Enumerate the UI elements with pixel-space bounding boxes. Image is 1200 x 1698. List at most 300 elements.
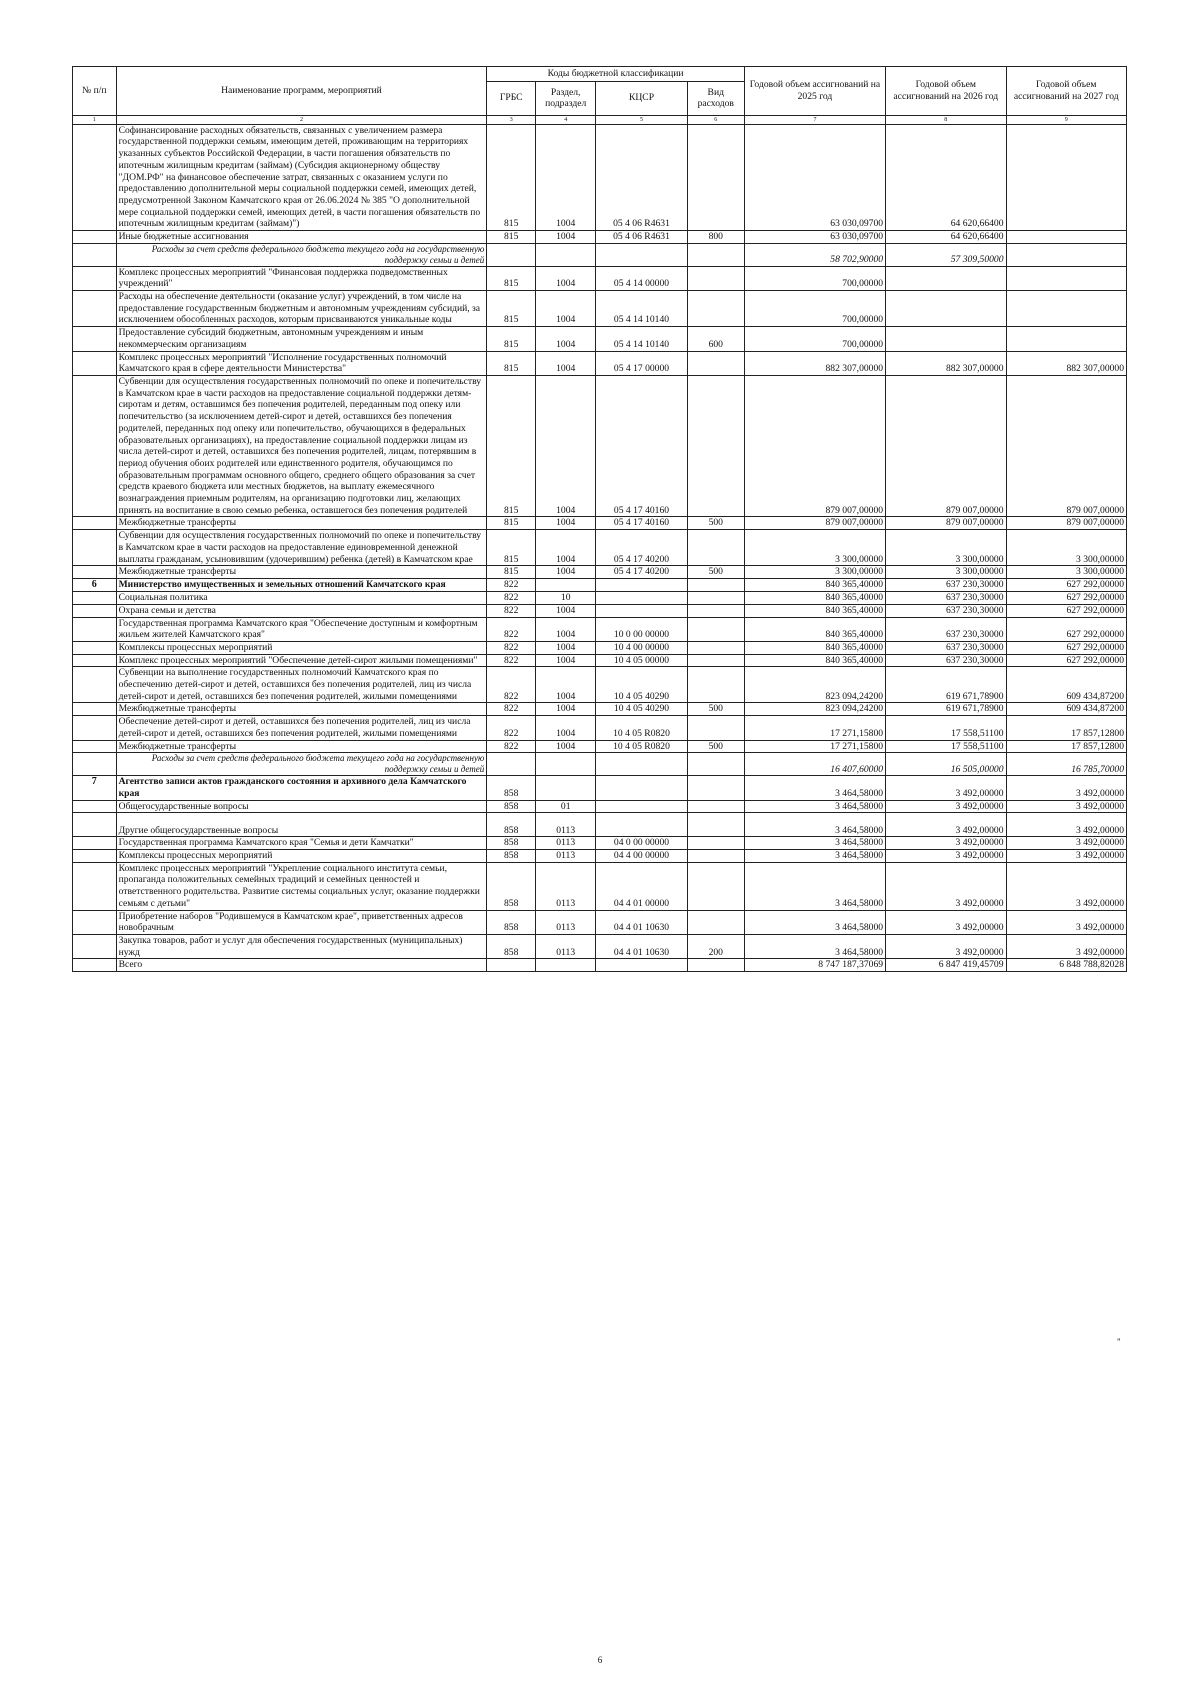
vid-cell: [687, 604, 744, 617]
kcsr-cell: [596, 813, 687, 837]
amount-2027-cell: 16 785,70000: [1006, 753, 1127, 776]
header-2026: Годовой объем ассигнований на 2026 год: [886, 67, 1006, 116]
amount-2025-cell: 823 094,24200: [744, 667, 885, 703]
grbs-cell: 815: [487, 231, 536, 244]
kcsr-cell: 04 4 00 00000: [596, 850, 687, 863]
vid-cell: 200: [687, 934, 744, 958]
table-row: [73, 617, 1127, 641]
row-number-cell: [73, 800, 117, 813]
amount-2026-cell: 637 230,30000: [886, 641, 1006, 654]
amount-2026-cell: 637 230,30000: [886, 578, 1006, 591]
table-row: [73, 578, 1127, 591]
amount-2025-cell: 840 365,40000: [744, 641, 885, 654]
amount-2027-cell: 3 492,00000: [1006, 800, 1127, 813]
vid-cell: [687, 959, 744, 972]
row-number-cell: [73, 617, 117, 641]
razdel-cell: [536, 243, 596, 266]
row-number-cell: [73, 530, 117, 566]
vid-cell: [687, 291, 744, 327]
amount-2027-cell: 3 492,00000: [1006, 813, 1127, 837]
amount-2025-cell: 3 300,00000: [744, 530, 885, 566]
amount-2027-cell: 609 434,87200: [1006, 667, 1127, 703]
table-row: [73, 776, 1127, 800]
vid-cell: [687, 578, 744, 591]
vid-cell: [687, 654, 744, 667]
kcsr-cell: 04 0 00 00000: [596, 837, 687, 850]
row-name-cell: Приобретение наборов "Родившемуся в Камчатском крае", приветственных адресов новобрачным: [116, 910, 487, 934]
kcsr-cell: 10 0 00 00000: [596, 617, 687, 641]
kcsr-cell: 05 4 17 40160: [596, 517, 687, 530]
amount-2025-cell: 8 747 187,37069: [744, 959, 885, 972]
grbs-cell: 822: [487, 667, 536, 703]
grbs-cell: 858: [487, 776, 536, 800]
table-row: [73, 837, 1127, 850]
column-number: 7: [744, 115, 885, 124]
kcsr-cell: [596, 604, 687, 617]
row-number-cell: [73, 291, 117, 327]
grbs-cell: 858: [487, 800, 536, 813]
kcsr-cell: [596, 592, 687, 605]
amount-2026-cell: 3 492,00000: [886, 910, 1006, 934]
row-number-cell: [73, 813, 117, 837]
kcsr-cell: 10 4 05 40290: [596, 667, 687, 703]
table-row: [73, 291, 1127, 327]
amount-2025-cell: 840 365,40000: [744, 604, 885, 617]
grbs-cell: [487, 959, 536, 972]
grbs-cell: 822: [487, 617, 536, 641]
row-number-cell: [73, 837, 117, 850]
vid-cell: [687, 837, 744, 850]
razdel-cell: 0113: [536, 837, 596, 850]
row-name-cell: Комплекс процессных мероприятий "Обеспечение детей-сирот жилыми помещениями": [116, 654, 487, 667]
column-number: 5: [596, 115, 687, 124]
razdel-cell: 1004: [536, 740, 596, 753]
table-row: [73, 266, 1127, 290]
razdel-cell: 0113: [536, 910, 596, 934]
amount-2026-cell: 3 492,00000: [886, 862, 1006, 910]
amount-2026-cell: 3 492,00000: [886, 813, 1006, 837]
amount-2026-cell: 619 671,78900: [886, 703, 1006, 716]
vid-cell: 500: [687, 703, 744, 716]
header-vid: Вид расходов: [687, 81, 744, 115]
amount-2025-cell: 840 365,40000: [744, 592, 885, 605]
row-number-cell: [73, 517, 117, 530]
amount-2025-cell: 840 365,40000: [744, 617, 885, 641]
amount-2025-cell: 823 094,24200: [744, 703, 885, 716]
razdel-cell: 1004: [536, 654, 596, 667]
table-row: [73, 604, 1127, 617]
vid-cell: [687, 776, 744, 800]
table-row: [73, 667, 1127, 703]
kcsr-cell: 10 4 00 00000: [596, 641, 687, 654]
row-name-cell: Агентство записи актов гражданского состояния и архивного дела Камчатского края: [116, 776, 487, 800]
kcsr-cell: 05 4 14 10140: [596, 327, 687, 351]
vid-cell: [687, 617, 744, 641]
header-number: № п/п: [73, 67, 117, 116]
kcsr-cell: 05 4 06 R4631: [596, 124, 687, 230]
amount-2026-cell: 16 505,00000: [886, 753, 1006, 776]
column-number: 8: [886, 115, 1006, 124]
razdel-cell: 1004: [536, 124, 596, 230]
amount-2027-cell: [1006, 231, 1127, 244]
table-row: [73, 716, 1127, 740]
row-number-cell: [73, 327, 117, 351]
row-name-cell: Комплекс процессных мероприятий "Укрепление социального института семьи, пропаганда положительных семейных традиций и семейных ценностей и ответственного родительства. Развитие системы социальных услуг, оказание поддержки семьям с детьми": [116, 862, 487, 910]
amount-2026-cell: 3 492,00000: [886, 837, 1006, 850]
page-number: 6: [597, 1655, 603, 1665]
row-name-cell: Субвенции на выполнение государственных полномочий Камчатского края по обеспечению детей-сирот и детей, оставшихся без попечения родителей, лиц из числа детей-сирот и детей, оставшихся без попечения родителей, жилыми помещениями: [116, 667, 487, 703]
closing-quote-mark: ": [1117, 1337, 1121, 1347]
row-number-cell: [73, 703, 117, 716]
row-name-cell: Закупка товаров, работ и услуг для обеспечения государственных (муниципальных) нужд: [116, 934, 487, 958]
vid-cell: 500: [687, 740, 744, 753]
grbs-cell: 815: [487, 291, 536, 327]
amount-2026-cell: 17 558,51100: [886, 740, 1006, 753]
row-number-cell: [73, 753, 117, 776]
razdel-cell: 0113: [536, 850, 596, 863]
razdel-cell: 1004: [536, 517, 596, 530]
column-number: 1: [73, 115, 117, 124]
vid-cell: [687, 850, 744, 863]
amount-2025-cell: 58 702,90000: [744, 243, 885, 266]
razdel-cell: 1004: [536, 604, 596, 617]
amount-2026-cell: 3 300,00000: [886, 566, 1006, 579]
amount-2025-cell: 882 307,00000: [744, 351, 885, 375]
row-name-cell: Межбюджетные трансферты: [116, 566, 487, 579]
amount-2025-cell: 840 365,40000: [744, 578, 885, 591]
table-body: [73, 124, 1127, 971]
vid-cell: [687, 376, 744, 517]
grbs-cell: 858: [487, 910, 536, 934]
grbs-cell: 815: [487, 351, 536, 375]
vid-cell: [687, 641, 744, 654]
amount-2025-cell: 63 030,09700: [744, 231, 885, 244]
column-number-row: [73, 115, 1127, 124]
table-row: [73, 231, 1127, 244]
amount-2025-cell: 3 300,00000: [744, 566, 885, 579]
kcsr-cell: 05 4 17 40200: [596, 530, 687, 566]
vid-cell: [687, 716, 744, 740]
row-name-cell: Субвенции для осуществления государственных полномочий по опеке и попечительству в Камчатском крае в части расходов на предоставление единовременной денежной выплаты гражданам, усыновившим (удочерившим) ребенка (детей) в Камчатском крае: [116, 530, 487, 566]
header-razdel: Раздел, подраздел: [536, 81, 596, 115]
table-row: [73, 910, 1127, 934]
razdel-cell: 0113: [536, 813, 596, 837]
grbs-cell: 815: [487, 266, 536, 290]
header-name: Наименование программ, мероприятий: [116, 67, 487, 116]
row-name-cell: Другие общегосударственные вопросы: [116, 813, 487, 837]
row-number-cell: [73, 604, 117, 617]
amount-2026-cell: 57 309,50000: [886, 243, 1006, 266]
row-number-cell: [73, 716, 117, 740]
row-number-cell: 7: [73, 776, 117, 800]
vid-cell: [687, 753, 744, 776]
kcsr-cell: 10 4 05 40290: [596, 703, 687, 716]
row-name-cell: Субвенции для осуществления государственных полномочий по опеке и попечительству в Камчатском крае в части расходов на предоставление социальной поддержки детям-сиротам и детям, оставшимся без попечения родителей, переданным под опеку или попечительство (за исключением детей-сирот и детей, оставшихся без попечения родителей, переданных под опеку или попечительство, обучающихся в федеральных образовательных организациях), на предоставление социальной поддержки лицам из числа детей-сирот и детей, оставшихся без попечения родителей, лицам, потерявшим в период обучения обоих родителей или единственного родителя, обучающимся по образовательным программам основного общего, среднего общего образования за счет средств краевого бюджета или местных бюджетов, на выплату ежемесячного вознаграждения приемным родителям, на организацию подготовки лиц, желающих принять на воспитание в свою семью ребенка, оставшегося без попечения родителей: [116, 376, 487, 517]
amount-2026-cell: 64 620,66400: [886, 124, 1006, 230]
amount-2027-cell: 879 007,00000: [1006, 517, 1127, 530]
amount-2026-cell: 3 492,00000: [886, 800, 1006, 813]
amount-2027-cell: 627 292,00000: [1006, 578, 1127, 591]
row-number-cell: [73, 231, 117, 244]
amount-2026-cell: [886, 327, 1006, 351]
kcsr-cell: 05 4 17 40200: [596, 566, 687, 579]
kcsr-cell: 05 4 14 00000: [596, 266, 687, 290]
vid-cell: [687, 266, 744, 290]
kcsr-cell: 10 4 05 R0820: [596, 716, 687, 740]
vid-cell: [687, 592, 744, 605]
amount-2026-cell: 3 492,00000: [886, 776, 1006, 800]
amount-2027-cell: 3 492,00000: [1006, 934, 1127, 958]
table-row: [73, 654, 1127, 667]
vid-cell: [687, 813, 744, 837]
row-name-cell: Расходы за счет средств федерального бюджета текущего года на государственную поддержку семьи и детей: [116, 243, 487, 266]
amount-2027-cell: 609 434,87200: [1006, 703, 1127, 716]
kcsr-cell: 10 4 05 R0820: [596, 740, 687, 753]
vid-cell: [687, 910, 744, 934]
grbs-cell: 822: [487, 703, 536, 716]
row-number-cell: [73, 266, 117, 290]
table-row: [73, 862, 1127, 910]
amount-2026-cell: 619 671,78900: [886, 667, 1006, 703]
grbs-cell: 815: [487, 530, 536, 566]
row-name-cell: Комплексы процессных мероприятий: [116, 641, 487, 654]
grbs-cell: 822: [487, 604, 536, 617]
kcsr-cell: [596, 243, 687, 266]
razdel-cell: 1004: [536, 327, 596, 351]
row-name-cell: Предоставление субсидий бюджетным, автономным учреждениям и иным некоммерческим организациям: [116, 327, 487, 351]
amount-2027-cell: 627 292,00000: [1006, 617, 1127, 641]
razdel-cell: 10: [536, 592, 596, 605]
razdel-cell: 01: [536, 800, 596, 813]
row-number-cell: [73, 740, 117, 753]
row-name-cell: Обеспечение детей-сирот и детей, оставшихся без попечения родителей, лиц из числа детей-сирот и детей, оставшихся без попечения родителей, жилыми помещениями: [116, 716, 487, 740]
vid-cell: [687, 243, 744, 266]
row-number-cell: [73, 124, 117, 230]
amount-2025-cell: 3 464,58000: [744, 910, 885, 934]
amount-2025-cell: 3 464,58000: [744, 837, 885, 850]
grbs-cell: 815: [487, 124, 536, 230]
table-row: [73, 959, 1127, 972]
vid-cell: 500: [687, 566, 744, 579]
row-name-cell: Общегосударственные вопросы: [116, 800, 487, 813]
amount-2027-cell: [1006, 124, 1127, 230]
row-name-cell: Охрана семьи и детства: [116, 604, 487, 617]
kcsr-cell: 04 4 01 10630: [596, 934, 687, 958]
table-row: [73, 243, 1127, 266]
grbs-cell: 822: [487, 578, 536, 591]
kcsr-cell: 05 4 14 10140: [596, 291, 687, 327]
table-row: [73, 351, 1127, 375]
razdel-cell: 1004: [536, 667, 596, 703]
row-name-cell: Государственная программа Камчатского края "Семья и дети Камчатки": [116, 837, 487, 850]
row-number-cell: [73, 959, 117, 972]
amount-2025-cell: 3 464,58000: [744, 800, 885, 813]
amount-2027-cell: [1006, 291, 1127, 327]
grbs-cell: 815: [487, 517, 536, 530]
razdel-cell: 1004: [536, 617, 596, 641]
amount-2026-cell: [886, 266, 1006, 290]
kcsr-cell: [596, 753, 687, 776]
row-name-cell: Межбюджетные трансферты: [116, 740, 487, 753]
vid-cell: [687, 124, 744, 230]
grbs-cell: 822: [487, 740, 536, 753]
amount-2026-cell: 3 492,00000: [886, 850, 1006, 863]
razdel-cell: [536, 578, 596, 591]
amount-2026-cell: 3 492,00000: [886, 934, 1006, 958]
vid-cell: [687, 800, 744, 813]
column-number: 9: [1006, 115, 1127, 124]
row-name-cell: Межбюджетные трансферты: [116, 517, 487, 530]
row-number-cell: [73, 862, 117, 910]
budget-table-sheet: [72, 66, 1127, 972]
amount-2026-cell: 6 847 419,45709: [886, 959, 1006, 972]
row-name-cell: Государственная программа Камчатского края "Обеспечение доступным и комфортным жильем жителей Камчатского края": [116, 617, 487, 641]
row-name-cell: Расходы за счет средств федерального бюджета текущего года на государственную поддержку семьи и детей: [116, 753, 487, 776]
amount-2027-cell: 3 300,00000: [1006, 530, 1127, 566]
table-row: [73, 703, 1127, 716]
grbs-cell: 822: [487, 592, 536, 605]
row-name-cell: Расходы на обеспечение деятельности (оказание услуг) учреждений, в том числе на предоставление государственным бюджетным и автономным учреждениям субсидий, за исключением обособленных расходов, которым присваиваются уникальные коды: [116, 291, 487, 327]
grbs-cell: 822: [487, 716, 536, 740]
row-name-cell: Социальная политика: [116, 592, 487, 605]
table-row: [73, 813, 1127, 837]
grbs-cell: 815: [487, 376, 536, 517]
grbs-cell: 815: [487, 327, 536, 351]
row-number-cell: [73, 351, 117, 375]
header-2027: Годовой объем ассигнований на 2027 год: [1006, 67, 1127, 116]
amount-2026-cell: 637 230,30000: [886, 654, 1006, 667]
vid-cell: [687, 351, 744, 375]
razdel-cell: 1004: [536, 716, 596, 740]
razdel-cell: [536, 753, 596, 776]
kcsr-cell: [596, 578, 687, 591]
amount-2025-cell: 17 271,15800: [744, 716, 885, 740]
row-name-cell: Комплексы процессных мероприятий: [116, 850, 487, 863]
table-row: [73, 376, 1127, 517]
table-row: [73, 566, 1127, 579]
amount-2026-cell: [886, 291, 1006, 327]
vid-cell: [687, 667, 744, 703]
row-number-cell: 6: [73, 578, 117, 591]
amount-2027-cell: 17 857,12800: [1006, 716, 1127, 740]
table-row: [73, 592, 1127, 605]
table-row: [73, 517, 1127, 530]
amount-2027-cell: 3 492,00000: [1006, 776, 1127, 800]
kcsr-cell: 05 4 17 40160: [596, 376, 687, 517]
row-number-cell: [73, 934, 117, 958]
amount-2025-cell: 17 271,15800: [744, 740, 885, 753]
grbs-cell: 822: [487, 654, 536, 667]
grbs-cell: 858: [487, 934, 536, 958]
grbs-cell: 858: [487, 813, 536, 837]
grbs-cell: 822: [487, 641, 536, 654]
amount-2027-cell: 3 492,00000: [1006, 910, 1127, 934]
razdel-cell: 1004: [536, 703, 596, 716]
table-row: [73, 800, 1127, 813]
header-row-top: [73, 67, 1127, 82]
kcsr-cell: [596, 776, 687, 800]
amount-2027-cell: 882 307,00000: [1006, 351, 1127, 375]
row-number-cell: [73, 641, 117, 654]
vid-cell: 500: [687, 517, 744, 530]
row-name-cell: Софинансирование расходных обязательств, связанных с увеличением размера государственной поддержки семьям, имеющим детей, проживающим на территориях указанных субъектов Российской Федерации, в части погашения обязательств по ипотечным жилищным кредитам (займам) (Субсидия акционерному обществу "ДОМ.РФ" на финансовое обеспечение затрат, связанных с оказанием услуги по предоставлению дополнительной меры социальной поддержки семей, имеющих детей, предусмотренной Законом Камчатского края от 26.06.2024 № 385 "О дополнительной мере социальной поддержки семей, имеющих детей, в части погашения обязательств по ипотечным жилищным кредитам (займам)"): [116, 124, 487, 230]
grbs-cell: 858: [487, 862, 536, 910]
razdel-cell: 1004: [536, 376, 596, 517]
amount-2025-cell: 63 030,09700: [744, 124, 885, 230]
kcsr-cell: 10 4 05 00000: [596, 654, 687, 667]
table-row: [73, 124, 1127, 230]
kcsr-cell: [596, 959, 687, 972]
table-row: [73, 740, 1127, 753]
kcsr-cell: 04 4 01 00000: [596, 862, 687, 910]
amount-2026-cell: 64 620,66400: [886, 231, 1006, 244]
amount-2025-cell: 700,00000: [744, 266, 885, 290]
amount-2027-cell: 17 857,12800: [1006, 740, 1127, 753]
table-row: [73, 753, 1127, 776]
amount-2025-cell: 3 464,58000: [744, 862, 885, 910]
column-number: 4: [536, 115, 596, 124]
row-number-cell: [73, 243, 117, 266]
razdel-cell: 1004: [536, 231, 596, 244]
header-kcsr: КЦСР: [596, 81, 687, 115]
row-number-cell: [73, 910, 117, 934]
amount-2026-cell: 17 558,51100: [886, 716, 1006, 740]
amount-2027-cell: 627 292,00000: [1006, 641, 1127, 654]
row-name-cell: Комплекс процессных мероприятий "Исполнение государственных полномочий Камчатского края в сфере деятельности Министерства": [116, 351, 487, 375]
table-row: [73, 641, 1127, 654]
amount-2025-cell: 16 407,60000: [744, 753, 885, 776]
amount-2026-cell: 637 230,30000: [886, 604, 1006, 617]
amount-2025-cell: 840 365,40000: [744, 654, 885, 667]
grbs-cell: [487, 753, 536, 776]
column-number: 3: [487, 115, 536, 124]
razdel-cell: 1004: [536, 530, 596, 566]
amount-2027-cell: 627 292,00000: [1006, 604, 1127, 617]
row-name-cell: Всего: [116, 959, 487, 972]
razdel-cell: [536, 959, 596, 972]
amount-2027-cell: 3 300,00000: [1006, 566, 1127, 579]
column-number: 2: [116, 115, 487, 124]
row-name-cell: Иные бюджетные ассигнования: [116, 231, 487, 244]
amount-2027-cell: 6 848 788,82028: [1006, 959, 1127, 972]
amount-2026-cell: 3 300,00000: [886, 530, 1006, 566]
razdel-cell: 0113: [536, 862, 596, 910]
amount-2027-cell: 3 492,00000: [1006, 850, 1127, 863]
row-number-cell: [73, 654, 117, 667]
table-row: [73, 327, 1127, 351]
table-row: [73, 850, 1127, 863]
amount-2027-cell: [1006, 266, 1127, 290]
amount-2025-cell: 3 464,58000: [744, 934, 885, 958]
budget-allocation-table: [72, 66, 1127, 972]
amount-2026-cell: 637 230,30000: [886, 617, 1006, 641]
vid-cell: [687, 530, 744, 566]
razdel-cell: [536, 776, 596, 800]
amount-2026-cell: 882 307,00000: [886, 351, 1006, 375]
row-number-cell: [73, 667, 117, 703]
amount-2027-cell: 627 292,00000: [1006, 654, 1127, 667]
razdel-cell: 1004: [536, 291, 596, 327]
amount-2025-cell: 3 464,58000: [744, 776, 885, 800]
kcsr-cell: 05 4 17 00000: [596, 351, 687, 375]
vid-cell: 600: [687, 327, 744, 351]
razdel-cell: 1004: [536, 641, 596, 654]
amount-2025-cell: 879 007,00000: [744, 517, 885, 530]
amount-2027-cell: [1006, 243, 1127, 266]
kcsr-cell: 04 4 01 10630: [596, 910, 687, 934]
kcsr-cell: [596, 800, 687, 813]
table-row: [73, 934, 1127, 958]
